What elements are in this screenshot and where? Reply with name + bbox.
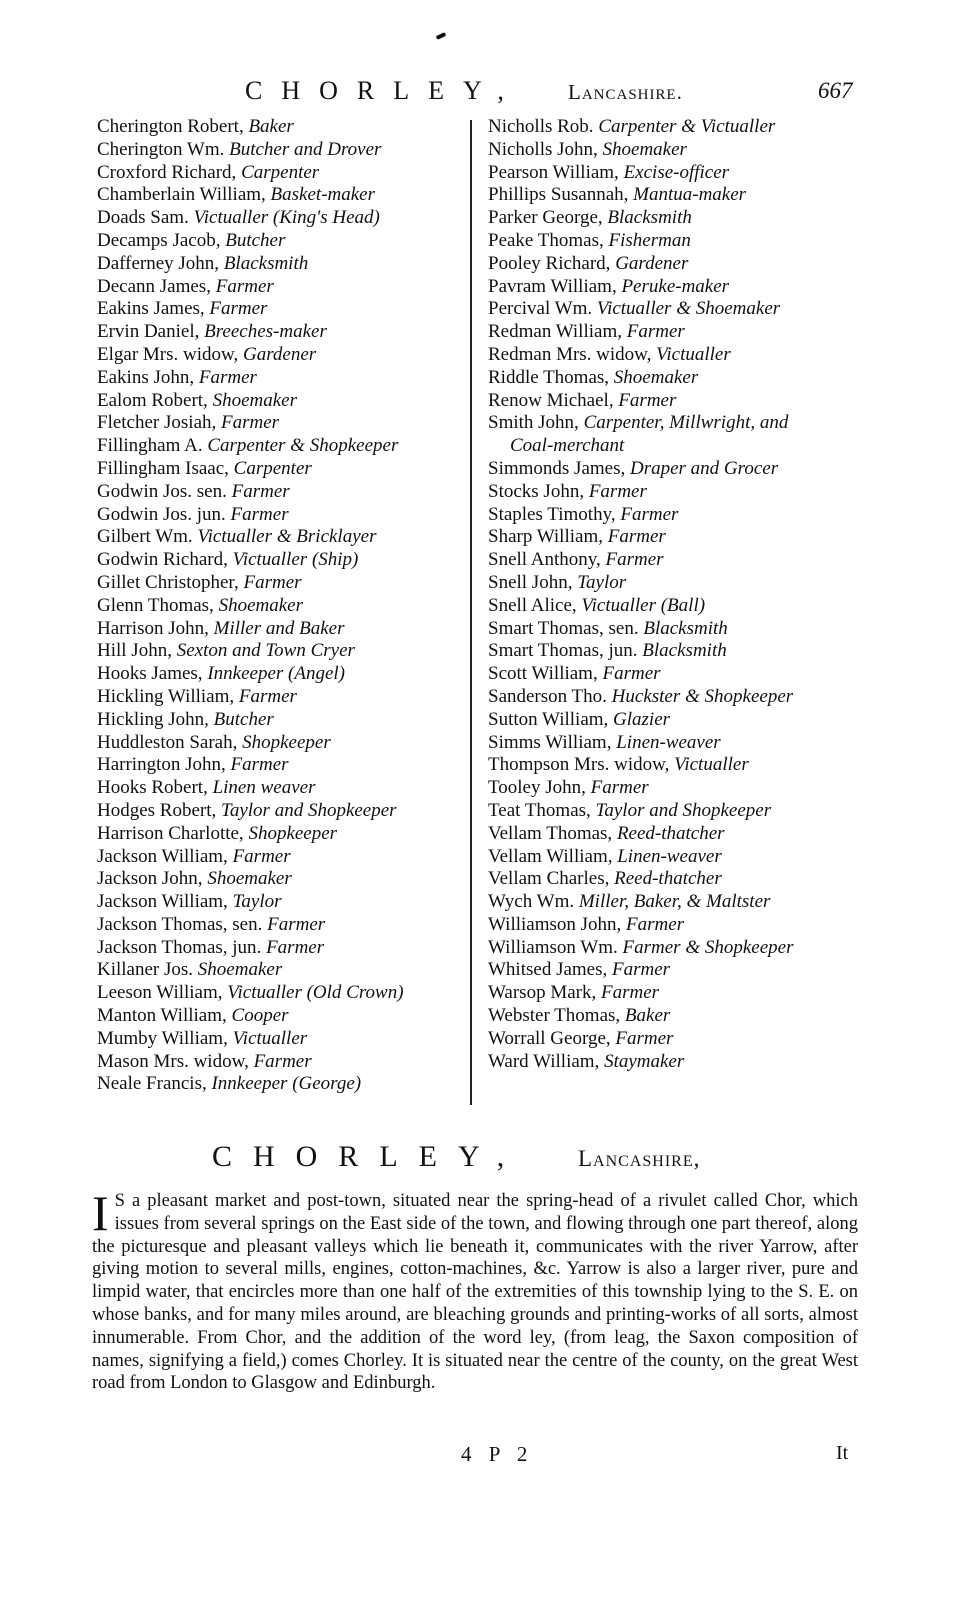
directory-entry: [97, 1073, 472, 1096]
entry-name: Pavram William,: [488, 275, 622, 297]
entry-name: Elgar Mrs. widow,: [97, 343, 243, 365]
entry-name: Doads Sam.: [97, 207, 194, 229]
entry-trade: Taylor: [232, 891, 282, 913]
entry-trade: Breeches-maker: [204, 321, 327, 343]
directory-entry: [97, 344, 472, 367]
directory-entry: [97, 1028, 472, 1051]
entry-name: Parker George,: [488, 207, 608, 229]
entry-trade: Farmer: [253, 1050, 312, 1072]
entry-trade: Victualler: [674, 754, 749, 776]
directory-entry: [97, 754, 472, 777]
entry-name: Pearson William,: [488, 161, 624, 183]
entry-trade: Blacksmith: [643, 617, 728, 639]
directory-entry: [488, 982, 868, 1005]
entry-name: Hill John,: [97, 640, 177, 662]
entry-name: Tooley John,: [488, 777, 591, 799]
entry-name: Jackson William,: [97, 845, 233, 867]
running-head-title: CHORLEY,: [245, 76, 523, 105]
directory-entry: [97, 868, 472, 891]
entry-name: Nicholls John,: [488, 138, 603, 160]
entry-trade: Shoemaker: [602, 138, 687, 160]
entry-name: Manton William,: [97, 1005, 232, 1027]
entry-trade: Victualler: [232, 1027, 308, 1049]
entry-name: Peake Thomas,: [488, 229, 609, 251]
directory-entry: [488, 595, 868, 618]
entry-trade: Farmer: [607, 526, 666, 548]
entry-trade: Mantua-maker: [633, 184, 747, 206]
directory-entry: [488, 823, 868, 846]
directory-entry: [488, 390, 868, 413]
directory-entry: [97, 321, 472, 344]
entry-name: Vellam Charles,: [488, 868, 615, 890]
directory-entry: [97, 276, 472, 299]
section-county: Lancashire,: [578, 1146, 701, 1171]
description-paragraph: [92, 1185, 858, 1395]
directory-entry: [97, 846, 472, 869]
entry-trade: Innkeeper (George): [211, 1073, 362, 1095]
directory-entry: [488, 367, 868, 390]
directory-entry: [488, 116, 868, 139]
entry-trade: Carpenter & Shopkeeper: [207, 435, 399, 457]
entry-trade: Farmer: [612, 959, 671, 981]
directory-entry: [488, 504, 868, 527]
entry-trade: Victualler & Shoemaker: [596, 298, 781, 320]
entry-name: Whitsed James,: [488, 959, 613, 981]
entry-name: Vellam William,: [488, 845, 618, 867]
entry-name: Smart Thomas, jun.: [488, 640, 643, 662]
entry-trade: Blacksmith: [642, 640, 727, 662]
directory-entry: [488, 846, 868, 869]
entry-name: Eakins James,: [97, 298, 210, 320]
entry-trade: Peruke-maker: [621, 275, 730, 297]
entry-trade: Butcher: [213, 708, 274, 730]
directory-entry: [97, 230, 472, 253]
directory-entry: [488, 526, 868, 549]
entry-trade: Miller and Baker: [213, 617, 345, 639]
signature-mark: 4 P 2: [461, 1442, 534, 1466]
section-title: CHORLEY,: [212, 1140, 526, 1173]
entry-trade: Huckster & Shopkeeper: [611, 685, 794, 707]
entry-name: Harrington John,: [97, 754, 231, 776]
entry-trade: Farmer: [618, 389, 677, 411]
entry-trade: Victualler (King's Head): [193, 207, 380, 229]
entry-trade: Farmer: [230, 503, 289, 525]
entry-trade: Farmer: [620, 503, 679, 525]
entry-trade: Farmer: [602, 663, 661, 685]
entry-name: Fillingham Isaac,: [97, 457, 234, 479]
entry-trade: Innkeeper (Angel): [207, 663, 345, 685]
directory-entry: [97, 982, 472, 1005]
entry-name: Ealom Robert,: [97, 389, 213, 411]
entry-trade: Farmer & Shopkeeper: [622, 936, 794, 958]
directory-entry: [488, 412, 868, 435]
directory-entry: [488, 914, 868, 937]
entry-trade: Butcher and Drover: [229, 138, 382, 160]
entry-name: Decamps Jacob,: [97, 229, 226, 251]
entry-trade: Linen-weaver: [616, 731, 721, 753]
entry-trade: Farmer: [600, 982, 660, 1004]
entry-trade: Shoemaker: [197, 959, 283, 981]
entry-name: Percival Wm.: [488, 298, 597, 320]
directory-entry: [488, 618, 868, 641]
directory-entry: [488, 230, 868, 253]
entry-trade: Farmer: [590, 777, 649, 799]
entry-name: Cherington Wm.: [97, 138, 230, 160]
entry-trade: Cooper: [231, 1005, 289, 1027]
directory-entry: [488, 1028, 868, 1051]
directory-entry: [488, 891, 868, 914]
directory-entry: [97, 823, 472, 846]
directory-entry: [488, 572, 868, 595]
directory-entry: [488, 207, 868, 230]
directory-entry: [488, 139, 868, 162]
directory-entry: [488, 1005, 868, 1028]
entry-trade: Butcher: [225, 229, 286, 251]
entry-trade: Taylor and Shopkeeper: [595, 799, 772, 821]
entry-trade: Farmer: [605, 549, 664, 571]
directory-entry: [97, 914, 472, 937]
entry-name: Harrison Charlotte,: [97, 822, 249, 844]
entry-trade: Carpenter: [241, 161, 320, 183]
entry-name: Leeson William,: [97, 982, 228, 1004]
entry-name: Eakins John,: [97, 366, 199, 388]
directory-entry: [97, 458, 472, 481]
directory-entry: [97, 663, 472, 686]
directory-entry: [488, 959, 868, 982]
entry-trade: Blacksmith: [607, 207, 692, 229]
entry-trade: Carpenter & Victualler: [598, 116, 776, 137]
entry-name: Simms William,: [488, 731, 617, 753]
entry-trade: Sexton and Town Cryer: [176, 640, 355, 662]
entry-name: Wych Wm.: [488, 891, 579, 913]
entry-name: Decann James,: [97, 275, 216, 297]
entry-name: Gillet Christopher,: [97, 571, 244, 593]
entry-name: Hickling William,: [97, 685, 239, 707]
entry-name: Teat Thomas,: [488, 799, 596, 821]
directory-column-left: [97, 116, 472, 1096]
running-head: [0, 76, 977, 110]
directory-entry: [97, 959, 472, 982]
entry-name: Sutton William,: [488, 708, 614, 730]
entry-trade: Farmer: [243, 571, 302, 593]
entry-name: Vellam Thomas,: [488, 822, 617, 844]
directory-entry: [97, 1005, 472, 1028]
directory-entry: [488, 663, 868, 686]
directory-entry: [97, 777, 472, 800]
entry-trade: Farmer: [198, 366, 257, 388]
directory-entry: [97, 595, 472, 618]
entry-trade: Victualler (Old Crown): [227, 982, 404, 1004]
entry-name: Redman William,: [488, 321, 627, 343]
entry-name: Jackson William,: [97, 891, 233, 913]
entry-name: Williamson John,: [488, 913, 627, 935]
entry-trade: Farmer: [215, 275, 274, 297]
entry-trade: Linen weaver: [212, 777, 316, 799]
directory-entry: [97, 572, 472, 595]
directory-entry: [488, 800, 868, 823]
entry-name: Hooks James,: [97, 663, 208, 685]
directory-entry: [488, 868, 868, 891]
entry-name: Harrison John,: [97, 617, 214, 639]
directory-column-right: [488, 116, 868, 1073]
entry-name: Phillips Susannah,: [488, 184, 634, 206]
directory-entry: [488, 1051, 868, 1074]
directory-entry: [97, 800, 472, 823]
paragraph-text: S a pleasant market and post-town, situated near the spring-head of a rivulet called Chor, which issues from several springs on the East side of the town, and flowing through one part thereof, along the picturesque and pleasant valleys which lie beneath it, communicates with the river Yarrow, after giving motion to several mills, engines, cotton-machines, &c. Yarrow is also a larger river, pure and limpid water, that encircles more than one half of the extremities of this township lying to the S. E. on whose banks, and for many miles around, are bleaching grounds and printing-works of all sorts, almost innumerable. From Chor, and the addition of the word ley, (from leag, the Saxon composition of names, signifying a field,) comes Chorley. It is situated near the centre of the county, on the great West road from London to Glasgow and Edinburgh.: [92, 1191, 858, 1394]
directory-entry: [97, 937, 472, 960]
entry-trade: Shoemaker: [218, 594, 303, 616]
entry-name: Smith John,: [488, 412, 584, 434]
entry-trade: Farmer: [232, 845, 291, 867]
directory-entry: [97, 253, 472, 276]
catchword: It: [836, 1442, 849, 1464]
directory-entry: [488, 344, 868, 367]
entry-name: Sharp William,: [488, 526, 608, 548]
entry-trade: Farmer: [230, 754, 289, 776]
entry-trade: Farmer: [209, 298, 268, 320]
entry-name: Nicholls Rob.: [488, 116, 599, 137]
entry-name: Godwin Richard,: [97, 549, 233, 571]
directory-entry: [488, 549, 868, 572]
directory-entry: [97, 526, 472, 549]
entry-trade: Reed-thatcher: [614, 868, 722, 890]
entry-trade: Glazier: [613, 708, 671, 730]
directory-entry: [97, 618, 472, 641]
entry-trade: Reed-thatcher: [616, 822, 725, 844]
entry-name: Killaner Jos.: [97, 959, 198, 981]
entry-trade: Shoemaker: [207, 868, 292, 890]
directory-entry: [97, 162, 472, 185]
directory-entry: [97, 709, 472, 732]
entry-trade: Coal-merchant: [510, 435, 625, 457]
entry-name: Staples Timothy,: [488, 503, 621, 525]
entry-name: Webster Thomas,: [488, 1005, 625, 1027]
entry-name: Simmonds James,: [488, 457, 630, 479]
entry-name: Pooley Richard,: [488, 252, 616, 274]
directory-entry: [97, 504, 472, 527]
entry-trade: Draper and Grocer: [629, 457, 779, 479]
entry-trade: Gardener: [243, 343, 317, 365]
entry-name: Huddleston Sarah,: [97, 731, 243, 753]
entry-trade: Farmer: [626, 913, 685, 935]
entry-name: Jackson Thomas, jun.: [97, 936, 267, 958]
entry-name: Hooks Robert,: [97, 777, 213, 799]
printer-ornament: [436, 32, 447, 40]
directory-entry: [97, 549, 472, 572]
entry-name: Fletcher Josiah,: [97, 412, 222, 434]
entry-trade: Staymaker: [604, 1050, 685, 1072]
entry-name: Sanderson Tho.: [488, 685, 612, 707]
directory-entry: [488, 276, 868, 299]
directory-entry: [97, 412, 472, 435]
directory-entry: [488, 184, 868, 207]
directory-entry: [488, 709, 868, 732]
entry-trade: Victualler (Ball): [581, 594, 706, 616]
entry-trade: Farmer: [266, 936, 325, 958]
entry-name: Renow Michael,: [488, 389, 619, 411]
entry-name: Hodges Robert,: [97, 799, 222, 821]
entry-name: Stocks John,: [488, 480, 589, 502]
entry-name: Thompson Mrs. widow,: [488, 754, 675, 776]
entry-name: Chamberlain William,: [97, 184, 271, 206]
entry-trade: Farmer: [221, 412, 280, 434]
entry-name: Neale Francis,: [97, 1073, 212, 1095]
drop-cap: I: [92, 1185, 109, 1241]
entry-trade: Excise-officer: [623, 161, 730, 183]
entry-name: Ward William,: [488, 1050, 605, 1072]
entry-name: Snell Anthony,: [488, 549, 606, 571]
entry-trade: Fisherman: [608, 229, 691, 251]
entry-name: Fillingham A.: [97, 435, 208, 457]
entry-trade: Carpenter, Millwright, and: [583, 412, 789, 434]
entry-trade: Victualler & Bricklayer: [197, 526, 377, 548]
directory-entry: [488, 458, 868, 481]
entry-trade: Farmer: [626, 321, 685, 343]
directory-entry: [97, 1051, 472, 1074]
entry-trade: Farmer: [588, 480, 647, 502]
directory-entry: [97, 640, 472, 663]
directory-entry: [488, 162, 868, 185]
entry-trade: Shopkeeper: [242, 731, 331, 753]
directory-entry: [97, 686, 472, 709]
running-head-county: Lancashire.: [568, 80, 683, 104]
directory-entry: [97, 481, 472, 504]
entry-name: Williamson Wm.: [488, 936, 623, 958]
directory-entry: [488, 937, 868, 960]
directory-entry: [97, 891, 472, 914]
directory-entry: [488, 686, 868, 709]
entry-name: Riddle Thomas,: [488, 366, 614, 388]
entry-name: Warsop Mark,: [488, 982, 601, 1004]
column-divider: [470, 120, 472, 1105]
entry-name: Jackson John,: [97, 868, 208, 890]
directory-entry: [97, 390, 472, 413]
directory-entry: [488, 777, 868, 800]
entry-trade: Farmer: [231, 480, 290, 502]
entry-name: Redman Mrs. widow,: [488, 343, 657, 365]
entry-trade: Basket-maker: [270, 184, 376, 206]
directory-entry: [488, 481, 868, 504]
entry-name: Worrall George,: [488, 1027, 616, 1049]
entry-name: Hickling John,: [97, 708, 214, 730]
directory-entry: [97, 207, 472, 230]
entry-name: Ervin Daniel,: [97, 321, 205, 343]
directory-entry: [97, 139, 472, 162]
entry-trade: Taylor and Shopkeeper: [221, 799, 397, 821]
entry-trade: Linen-weaver: [617, 845, 722, 867]
entry-name: Snell Alice,: [488, 594, 582, 616]
entry-name: Croxford Richard,: [97, 161, 242, 183]
directory-entry: [97, 732, 472, 755]
directory-entry: [488, 754, 868, 777]
entry-trade: Shoemaker: [212, 389, 297, 411]
entry-name: Snell John,: [488, 571, 578, 593]
directory-entry: [488, 435, 868, 458]
directory-entry: [97, 116, 472, 139]
entry-name: Godwin Jos. jun.: [97, 503, 231, 525]
entry-name: Gilbert Wm.: [97, 526, 198, 548]
directory-entry: [97, 184, 472, 207]
entry-trade: Farmer: [615, 1027, 674, 1049]
entry-trade: Carpenter: [233, 457, 312, 479]
entry-trade: Victualler (Ship): [232, 549, 359, 571]
entry-name: Dafferney John,: [97, 252, 224, 274]
entry-name: Mumby William,: [97, 1027, 233, 1049]
entry-trade: Victualler: [656, 343, 731, 365]
entry-name: Scott William,: [488, 663, 603, 685]
entry-trade: Taylor: [577, 571, 627, 593]
directory-entry: [488, 732, 868, 755]
entry-trade: Miller, Baker, & Maltster: [578, 891, 771, 913]
directory-entry: [97, 367, 472, 390]
directory-entry: [488, 298, 868, 321]
entry-trade: Shoemaker: [613, 366, 699, 388]
entry-name: Smart Thomas, sen.: [488, 617, 644, 639]
entry-name: Mason Mrs. widow,: [97, 1050, 254, 1072]
entry-trade: Farmer: [267, 913, 326, 935]
entry-name: Cherington Robert,: [97, 116, 249, 137]
entry-trade: Gardener: [615, 252, 689, 274]
page-number: 667: [818, 78, 853, 103]
entry-trade: Baker: [624, 1005, 671, 1027]
entry-trade: Farmer: [238, 685, 297, 707]
entry-trade: Blacksmith: [223, 252, 309, 274]
directory-entry: [97, 298, 472, 321]
section-heading: [0, 1140, 977, 1180]
directory-entry: [488, 640, 868, 663]
directory-entry: [97, 435, 472, 458]
entry-name: Glenn Thomas,: [97, 594, 219, 616]
directory-entry: [488, 253, 868, 276]
entry-trade: Shopkeeper: [248, 822, 338, 844]
entry-trade: Baker: [248, 116, 294, 137]
entry-name: Godwin Jos. sen.: [97, 480, 232, 502]
directory-entry: [488, 321, 868, 344]
entry-name: Jackson Thomas, sen.: [97, 913, 268, 935]
